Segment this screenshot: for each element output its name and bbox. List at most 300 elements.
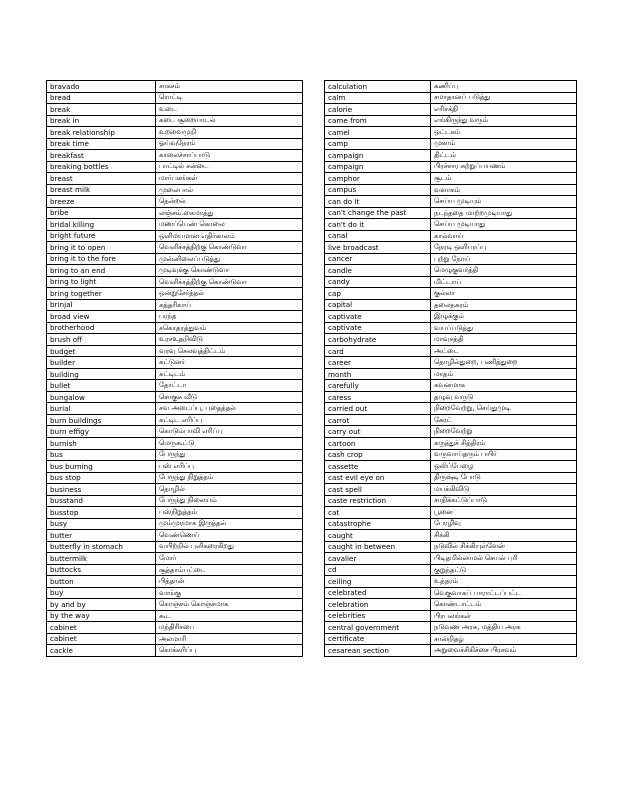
english-word: career <box>325 357 431 369</box>
tamil-meaning: எரிசக்தி <box>431 104 577 116</box>
tamil-meaning: லஞ்சம்.கைமாத்து <box>156 207 303 219</box>
english-word: breakfast <box>47 150 156 162</box>
tamil-meaning: கணிப்பு <box>431 81 577 93</box>
tamil-meaning: உத்தரம் <box>431 576 577 588</box>
english-word: bring it to open <box>47 242 156 254</box>
english-word: busstand <box>47 495 156 507</box>
tamil-meaning: கடை சூறையாடல் <box>156 115 303 127</box>
tamil-meaning: நேரடி ஒளிபரப்பு <box>431 242 577 254</box>
tamil-meaning: தொழில்துறை, பணித்துறை <box>431 357 577 369</box>
tamil-meaning: வெளிச்சத்திற்கு கொண்டுவா <box>156 276 303 288</box>
table-row <box>325 184 577 196</box>
english-word: bus stop <box>47 472 156 484</box>
table-row <box>47 242 303 254</box>
tamil-meaning: மெழுகுவர்த்தி <box>431 265 577 277</box>
english-word: cap <box>325 288 431 300</box>
english-word: cavalier <box>325 553 431 565</box>
english-word: cabinet <box>47 622 156 634</box>
english-word: calorie <box>325 104 431 116</box>
tamil-meaning: உரசஉதறிவிடு <box>156 334 303 346</box>
english-word: cast evil eye on <box>325 472 431 484</box>
tamil-meaning: ஒட்டகம் <box>431 127 577 139</box>
tamil-meaning: மணப்பெண் கொலை <box>156 219 303 231</box>
tamil-meaning: முடிவுக்கு கொண்டுவா <box>156 265 303 277</box>
table-row <box>325 622 577 634</box>
tamil-meaning: கருத்துச் சித்திரம் <box>431 437 577 449</box>
table-row <box>47 81 303 93</box>
english-word: by the way <box>47 610 156 622</box>
tamil-meaning: காலைச்சாப்பாடு <box>156 150 303 162</box>
english-word: campaign <box>325 161 431 173</box>
table-row <box>47 564 303 576</box>
table-row <box>47 495 303 507</box>
english-word: busy <box>47 518 156 530</box>
english-word: captivate <box>325 322 431 334</box>
table-row <box>47 115 303 127</box>
english-word: bungalow <box>47 391 156 403</box>
table-row <box>47 299 303 311</box>
tamil-meaning: கட்டிடம் <box>156 368 303 380</box>
english-word: burn buildings <box>47 414 156 426</box>
table-row <box>47 161 303 173</box>
tamil-meaning: சாதிக்கட்டுப்பாடு <box>431 495 577 507</box>
english-word: carefully <box>325 380 431 392</box>
tamil-meaning: கால்வாய் <box>431 230 577 242</box>
english-word: bright future <box>47 230 156 242</box>
tamil-meaning: சாகசம் <box>156 81 303 93</box>
english-word: buttermilk <box>47 553 156 565</box>
english-word: bring to light <box>47 276 156 288</box>
table-row <box>325 368 577 380</box>
tamil-meaning: செய்ய முடியும் <box>431 196 577 208</box>
english-word: came from <box>325 115 431 127</box>
tamil-meaning: அலமாரி <box>156 633 303 645</box>
english-word: canal <box>325 230 431 242</box>
tamil-meaning: நடுவில் சிக்கியுள்ளேன் <box>431 541 577 553</box>
tamil-meaning: வயிற்றில் புளிகரைகிறது <box>156 541 303 553</box>
tamil-meaning: பித்தான் <box>156 576 303 588</box>
tamil-meaning: ஒளிமயமான எதிர்காலம் <box>156 230 303 242</box>
table-row <box>325 414 577 426</box>
english-word: calculation <box>325 81 431 93</box>
tamil-meaning: வாங்கு <box>156 587 303 599</box>
table-row <box>47 633 303 645</box>
table-row <box>325 553 577 565</box>
tamil-meaning: இழுக்கும் <box>431 311 577 323</box>
table-row <box>325 322 577 334</box>
table-row <box>47 311 303 323</box>
tamil-meaning: நடுவண அரசு, மத்திய அரசு <box>431 622 577 634</box>
english-word: candle <box>325 265 431 277</box>
table-row <box>47 334 303 346</box>
english-word: can do it <box>325 196 431 208</box>
english-word: capital <box>325 299 431 311</box>
table-row <box>47 368 303 380</box>
english-word: celebration <box>325 599 431 611</box>
table-row <box>47 461 303 473</box>
english-word: month <box>325 368 431 380</box>
table-row <box>325 265 577 277</box>
tamil-meaning: தலைநகரம் <box>431 299 577 311</box>
english-word: carbohydrate <box>325 334 431 346</box>
tamil-meaning: ஒன்றுசேர்த்தல் <box>156 288 303 300</box>
english-word: campaign <box>325 150 431 162</box>
english-word: break in <box>47 115 156 127</box>
table-row <box>325 311 577 323</box>
tamil-meaning: பரந்த <box>156 311 303 323</box>
tamil-meaning: பூனை <box>431 507 577 519</box>
english-word: can't do it <box>325 219 431 231</box>
english-word: central government <box>325 622 431 634</box>
tamil-meaning: தோட்டா <box>156 380 303 392</box>
english-word: ceiling <box>325 576 431 588</box>
english-word: carrot <box>325 414 431 426</box>
table-row <box>325 92 577 104</box>
english-word: building <box>47 368 156 380</box>
table-row <box>325 207 577 219</box>
tamil-meaning: பஸ்நிறுத்தம் <box>156 507 303 519</box>
tamil-meaning: உறவைமுறி <box>156 127 303 139</box>
tamil-meaning: மோர் <box>156 553 303 565</box>
table-row <box>47 288 303 300</box>
table-row <box>47 184 303 196</box>
tamil-meaning: நடந்ததை மாற்றமுடியாது <box>431 207 577 219</box>
table-row <box>47 472 303 484</box>
table-row <box>47 219 303 231</box>
tamil-meaning: சொகுசு வீடு <box>156 391 303 403</box>
tamil-meaning: பேரழிவு <box>431 518 577 530</box>
tamil-meaning: மாவுசத்தி <box>431 334 577 346</box>
tamil-meaning: முலைபால் <box>156 184 303 196</box>
tamil-meaning: பேருந்து <box>156 449 303 461</box>
english-word: cesarean section <box>325 645 431 657</box>
table-row <box>325 173 577 185</box>
table-row <box>47 92 303 104</box>
english-word: bring to an end <box>47 265 156 277</box>
table-row <box>47 265 303 277</box>
table-row <box>47 587 303 599</box>
tamil-meaning: வரவு செலவுத்திட்டம் <box>156 345 303 357</box>
english-word: caught in between <box>325 541 431 553</box>
english-word: camphor <box>325 173 431 185</box>
english-word: caress <box>325 391 431 403</box>
english-word: bus <box>47 449 156 461</box>
tamil-meaning: பேருந்து நிலையம் <box>156 495 303 507</box>
tamil-meaning: சிக்கி <box>431 530 577 542</box>
tamil-meaning: கட்டிட எரிப்பு <box>156 414 303 426</box>
tamil-meaning: முன்னிலைப்படுத்து <box>156 253 303 265</box>
english-word: cat <box>325 507 431 519</box>
table-row <box>47 437 303 449</box>
english-word: breast <box>47 173 156 185</box>
english-word: buttocks <box>47 564 156 576</box>
english-word: captivate <box>325 311 431 323</box>
tamil-meaning: குறுந்தட்டு <box>431 564 577 576</box>
tamil-meaning: சூத்தாம்பட்டை <box>156 564 303 576</box>
tamil-meaning: சமாதானப் படுத்து <box>431 92 577 104</box>
table-row <box>325 495 577 507</box>
table-row <box>47 599 303 611</box>
dictionary-table-left-body <box>47 81 303 657</box>
tamil-meaning: மார்பகங்கள் <box>156 173 303 185</box>
table-row <box>47 645 303 657</box>
dictionary-table-left <box>46 80 303 657</box>
tamil-meaning: குல்லா <box>431 288 577 300</box>
table-row <box>47 230 303 242</box>
table-row <box>47 322 303 334</box>
tamil-meaning: அட்டை <box>431 345 577 357</box>
english-word: butterfly in stomach <box>47 541 156 553</box>
tamil-meaning: பேருந்து நிறுத்தம் <box>156 472 303 484</box>
english-word: butter <box>47 530 156 542</box>
english-word: brinjal <box>47 299 156 311</box>
table-row <box>325 334 577 346</box>
tamil-meaning: சகொதரத்துவம் <box>156 322 303 334</box>
english-word: bring together <box>47 288 156 300</box>
table-row <box>325 576 577 588</box>
table-row <box>47 345 303 357</box>
english-word: card <box>325 345 431 357</box>
english-word: camp <box>325 138 431 150</box>
tamil-meaning: பிரச்சார சுற்றுப்பயணம் <box>431 161 577 173</box>
english-word: bridal killing <box>47 219 156 231</box>
english-word: cabinet <box>47 633 156 645</box>
english-word: budget <box>47 345 156 357</box>
table-row <box>47 391 303 403</box>
table-row <box>325 507 577 519</box>
tamil-meaning: தழுவு வருடு <box>431 391 577 403</box>
table-row <box>325 345 577 357</box>
table-row <box>325 299 577 311</box>
table-row <box>47 622 303 634</box>
table-row <box>325 610 577 622</box>
english-word: celebrated <box>325 587 431 599</box>
table-row <box>47 276 303 288</box>
table-row <box>47 518 303 530</box>
tamil-meaning: சூடம் <box>431 173 577 185</box>
english-word: by and by <box>47 599 156 611</box>
table-row <box>325 81 577 93</box>
table-row <box>325 633 577 645</box>
english-word: burnish <box>47 437 156 449</box>
english-word: bus burning <box>47 461 156 473</box>
table-row <box>325 472 577 484</box>
tamil-meaning: மயக்கிவிடு <box>431 484 577 496</box>
tamil-meaning: வயப்படுத்து <box>431 322 577 334</box>
table-row <box>325 541 577 553</box>
table-row <box>325 276 577 288</box>
english-word: breaking bottles <box>47 161 156 173</box>
english-word: catastrophe <box>325 518 431 530</box>
tamil-meaning: பாட்டில் சன்டை <box>156 161 303 173</box>
table-row <box>325 242 577 254</box>
tamil-meaning: பஸ் எரிப்பு <box>156 461 303 473</box>
tamil-meaning: திட்டம் <box>431 150 577 162</box>
table-row <box>47 150 303 162</box>
tamil-meaning: முகாம் <box>431 138 577 150</box>
tamil-meaning: கேரட் <box>431 414 577 426</box>
english-word: busstop <box>47 507 156 519</box>
tamil-meaning: அறுவைச்சிகிச்சை பிரசவம் <box>431 645 577 657</box>
english-word: buy <box>47 587 156 599</box>
table-row <box>47 553 303 565</box>
english-word: burial <box>47 403 156 415</box>
english-word: breeze <box>47 196 156 208</box>
english-word: broad view <box>47 311 156 323</box>
table-row <box>325 403 577 415</box>
tamil-meaning: பிரபலங்கள் <box>431 610 577 622</box>
english-word: cackle <box>47 645 156 657</box>
tamil-meaning: கூட <box>156 610 303 622</box>
table-row <box>325 288 577 300</box>
table-row <box>325 127 577 139</box>
table-row <box>47 138 303 150</box>
table-row <box>47 173 303 185</box>
tamil-meaning: சான்றிதழ் <box>431 633 577 645</box>
tamil-meaning: மிட்டாய் <box>431 276 577 288</box>
english-word: carry out <box>325 426 431 438</box>
table-row <box>325 645 577 657</box>
tamil-meaning: தென்றல் <box>156 196 303 208</box>
table-row <box>325 357 577 369</box>
tamil-meaning: சவ அடைப்பு, புதைத்தல் <box>156 403 303 415</box>
table-row <box>325 518 577 530</box>
tamil-meaning: வெகுவாகப் பாராட்டப்பட்ட <box>431 587 577 599</box>
english-word: candy <box>325 276 431 288</box>
english-word: calm <box>325 92 431 104</box>
table-row <box>325 564 577 576</box>
english-word: celebrities <box>325 610 431 622</box>
table-row <box>325 449 577 461</box>
tamil-meaning: மெருகூட்டு <box>156 437 303 449</box>
english-word: bring it to the fore <box>47 253 156 265</box>
table-row <box>325 437 577 449</box>
table-row <box>325 587 577 599</box>
english-word: certificate <box>325 633 431 645</box>
english-word: button <box>47 576 156 588</box>
english-word: cast spell <box>325 484 431 496</box>
tamil-meaning: வளாகம் <box>431 184 577 196</box>
tamil-meaning: மாதம் <box>431 368 577 380</box>
english-word: bread <box>47 92 156 104</box>
english-word: cd <box>325 564 431 576</box>
table-row <box>47 127 303 139</box>
table-row <box>325 253 577 265</box>
table-row <box>47 484 303 496</box>
tamil-meaning: கவனமாக <box>431 380 577 392</box>
english-word: builder <box>47 357 156 369</box>
table-row <box>325 138 577 150</box>
table-row <box>47 196 303 208</box>
table-row <box>47 104 303 116</box>
table-row <box>47 530 303 542</box>
english-word: cartoon <box>325 437 431 449</box>
table-row <box>325 599 577 611</box>
tamil-meaning: தொழில் <box>156 484 303 496</box>
tamil-meaning: திருஷ்டி போடு <box>431 472 577 484</box>
english-word: break relationship <box>47 127 156 139</box>
english-word: brotherhood <box>47 322 156 334</box>
english-word: can't change the past <box>325 207 431 219</box>
table-row <box>47 426 303 438</box>
english-word: camel <box>325 127 431 139</box>
table-row <box>325 391 577 403</box>
tamil-meaning: நிறைவேற்று, செய்துமுடி <box>431 403 577 415</box>
tamil-meaning: வருவாய்தரும் பயிர் <box>431 449 577 461</box>
table-row <box>325 484 577 496</box>
tamil-meaning: உடை <box>156 104 303 116</box>
table-row <box>47 207 303 219</box>
dictionary-table-right-body <box>325 81 577 657</box>
english-word: break time <box>47 138 156 150</box>
table-row <box>47 507 303 519</box>
table-row <box>325 530 577 542</box>
tamil-meaning: வெண்ணெய் <box>156 530 303 542</box>
table-row <box>325 380 577 392</box>
tamil-meaning: எங்கிருந்து வரும் <box>431 115 577 127</box>
dictionary-table-right <box>324 80 577 657</box>
english-word: business <box>47 484 156 496</box>
tamil-meaning: மந்திரிசபை <box>156 622 303 634</box>
table-row <box>47 610 303 622</box>
english-word: cash crop <box>325 449 431 461</box>
table-row <box>47 576 303 588</box>
table-row <box>47 414 303 426</box>
english-word: burn effigy <box>47 426 156 438</box>
table-row <box>47 541 303 553</box>
tamil-meaning: கொஞ்சம் கொஞ்சமாக <box>156 599 303 611</box>
tamil-meaning: வெளிச்சத்திற்கு கொண்டுவா <box>156 242 303 254</box>
tamil-meaning: மும்முரமாக இருத்தல் <box>156 518 303 530</box>
tamil-meaning: ஓய்வுநேரம் <box>156 138 303 150</box>
table-row <box>325 115 577 127</box>
table-row <box>47 403 303 415</box>
table-row <box>325 230 577 242</box>
table-row <box>325 150 577 162</box>
table-row <box>325 219 577 231</box>
table-row <box>325 426 577 438</box>
table-row <box>47 380 303 392</box>
english-word: break <box>47 104 156 116</box>
table-row <box>325 461 577 473</box>
table-row <box>47 449 303 461</box>
table-row <box>325 161 577 173</box>
tamil-meaning: ரொட்டி <box>156 92 303 104</box>
table-row <box>47 357 303 369</box>
english-word: bravado <box>47 81 156 93</box>
table-row <box>325 196 577 208</box>
tamil-meaning: கொண்டாட்டம் <box>431 599 577 611</box>
tamil-meaning: புற்று நோய் <box>431 253 577 265</box>
table-row <box>325 104 577 116</box>
english-word: cancer <box>325 253 431 265</box>
english-word: carried out <box>325 403 431 415</box>
english-word: bribe <box>47 207 156 219</box>
english-word: brush off <box>47 334 156 346</box>
english-word: bullet <box>47 380 156 392</box>
tamil-meaning: செய்ய முடியாது <box>431 219 577 231</box>
english-word: caste restriction <box>325 495 431 507</box>
tamil-meaning: கொக்கரிப்பு <box>156 645 303 657</box>
english-word: campus <box>325 184 431 196</box>
english-word: cassette <box>325 461 431 473</box>
table-row <box>47 253 303 265</box>
tamil-meaning: ஒலிப்பேழை <box>431 461 577 473</box>
tamil-meaning: நிறைவேற்று <box>431 426 577 438</box>
tamil-meaning: கட்டுனர் <box>156 357 303 369</box>
english-word: live broadcast <box>325 242 431 254</box>
tamil-meaning: பிடிதமில்லாமல் செயல் புரி <box>431 553 577 565</box>
